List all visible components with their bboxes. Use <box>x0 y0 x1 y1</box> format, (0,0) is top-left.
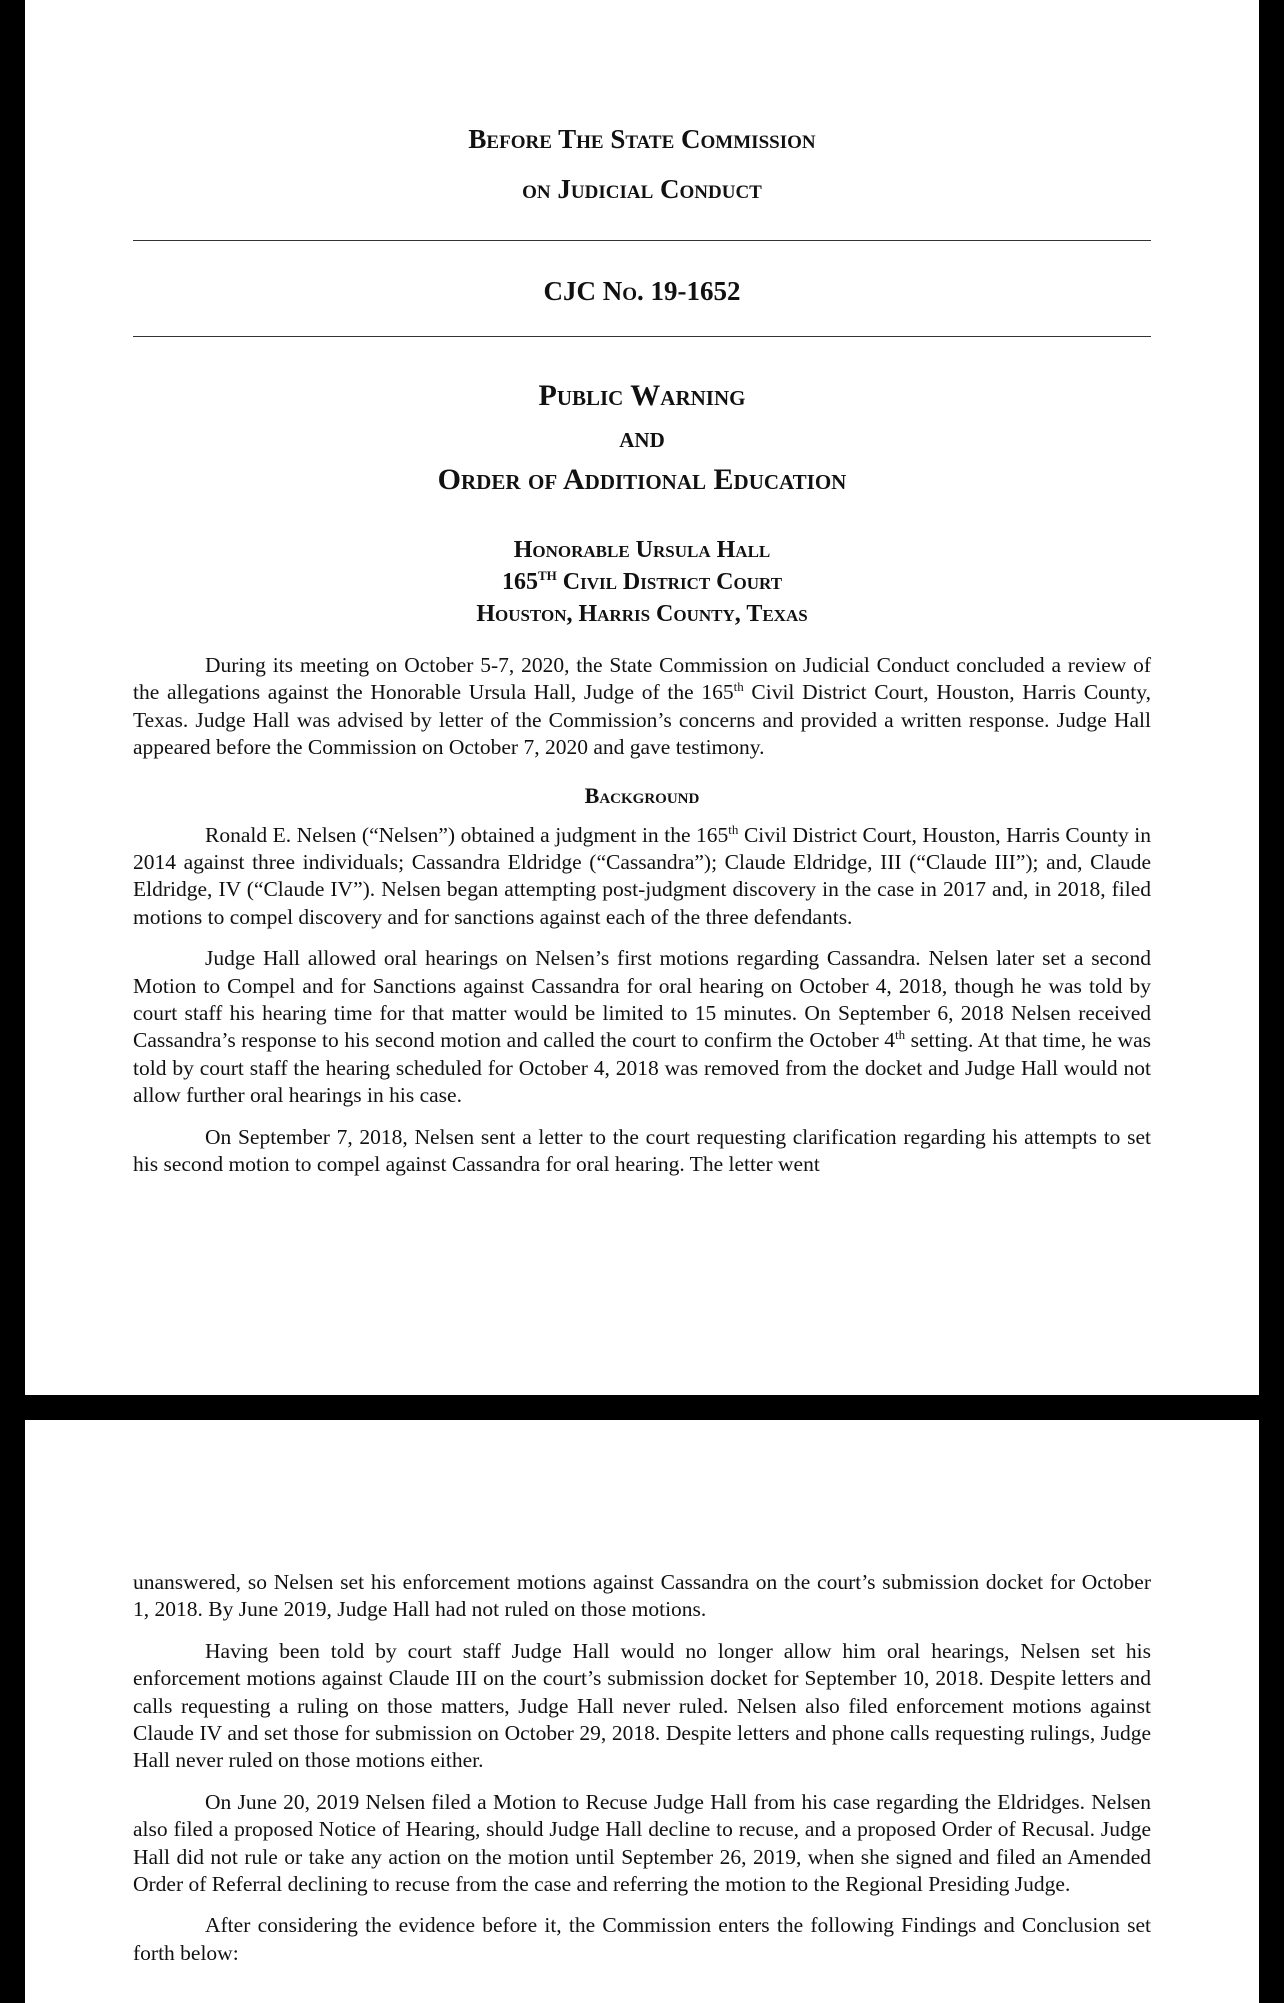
paragraph-motion-to-recuse: On June 20, 2019 Nelsen filed a Motion to Recuse Judge Hall from his case regarding the Eldridges. Nelsen also filed a proposed Notice of Hearing, should Judge Hall decline to recuse, and a proposed Order of Recusal. Judge Hall did not rule or take any action on the motion until September 26, 2019, when she signed and filed an Amended Order of Referral declining to recuse from the case and referring the motion to the Regional Presiding Judge. <box>133 1789 1151 1897</box>
background-paragraph-3: On September 7, 2018, Nelsen sent a letter to the court requesting clarification regarding his attempts to set his second motion to compel against Cassandra for oral hearing. The letter went <box>133 1124 1151 1177</box>
para2-text-2: setting. At that time, he was told by court staff the hearing scheduled for October 4, 2018 was removed from the docket and Judge Hall would not allow further oral hearings in his case. <box>133 1028 1151 1108</box>
judge-block <box>133 534 1151 630</box>
intro-sup: th <box>733 679 744 695</box>
intro-text-1: During its meeting on October 5-7, 2020, the State Commission on Judicial Conduct concluded a review of the allegations against the Honorable Ursula Hall, Judge of the 165 <box>133 653 1151 705</box>
divider-top <box>133 240 1151 241</box>
commission-header-line-1: Before The State Commission <box>468 124 816 154</box>
para1-text-1: Ronald E. Nelsen (“Nelsen”) obtained a judgment in the 165 <box>205 822 729 847</box>
page2-body <box>133 1569 1151 1967</box>
para2-sup: th <box>894 1027 906 1043</box>
document-page-1 <box>25 0 1259 1395</box>
background-heading: Background <box>584 782 700 808</box>
document-title <box>133 375 1151 501</box>
background-paragraph-1 <box>133 822 1151 932</box>
court-ordinal: TH <box>537 568 557 583</box>
judge-name: Honorable Ursula Hall <box>513 537 771 563</box>
court-number: 165 <box>501 569 538 595</box>
paragraph-claude-motions: Having been told by court staff Judge Hall would no longer allow him oral hearings, Nelsen set his enforcement motions against Claude III on the court’s submission docket for September 10, 2018. Despite letters and calls requesting a ruling on those matters, Judge Hall never ruled. Nelsen also filed enforcement motions against Claude IV and set those for submission on October 29, 2018. Despite letters and phone calls requesting rulings, Judge Hall never ruled on those motions either. <box>133 1638 1151 1773</box>
page1-body <box>133 652 1151 1179</box>
commission-header-line-2: on Judicial Conduct <box>522 174 762 204</box>
background-paragraph-2 <box>133 945 1151 1109</box>
divider-bottom <box>133 336 1151 337</box>
title-line-3: Order of Additional Education <box>437 463 847 496</box>
title-line-2: and <box>619 421 665 454</box>
paragraph-findings-intro: After considering the evidence before it, the Commission enters the following Findings and Conclusion set forth below: <box>133 1913 1151 1965</box>
court-name: Civil District Court <box>556 569 783 595</box>
case-number: CJC No. 19-1652 <box>543 276 741 306</box>
para1-text-2: Civil District Court, Houston, Harris County in 2014 against three individuals; Cassandra Eldridge (“Cassandra”); Claude Eldridge, III (“Claude III”); and, Claude Eldridge, IV (“Claude IV”). Nelsen began attempting post-judgment discovery in the case in 2017 and, in 2018, filed motions to compel discovery and for sanctions against each of the three defendants. <box>133 822 1152 929</box>
intro-text-2: Civil District Court, Houston, Harris County, Texas. Judge Hall was advised by letter of the Commission’s concerns and provided a written response. Judge Hall appeared before the Commission on October 7, 2020 and gave testimony. <box>133 680 1151 760</box>
intro-paragraph <box>133 652 1151 762</box>
para1-sup: th <box>728 821 739 837</box>
judge-location: Houston, Harris County, Texas <box>476 601 808 627</box>
commission-header <box>133 122 1151 206</box>
document-page-2 <box>25 1420 1259 2003</box>
continuation-paragraph: unanswered, so Nelsen set his enforcement motions against Cassandra on the court’s submission docket for October 1, 2018. By June 2019, Judge Hall had not ruled on those motions. <box>133 1570 1151 1622</box>
para2-text-1: Judge Hall allowed oral hearings on Nelsen’s first motions regarding Cassandra. Nelsen later set a second Motion to Compel and for Sanctions against Cassandra for oral hearing on October 4, 2018, though he was told by court staff his hearing time for that matter would be limited to 15 minutes. On September 6, 2018 Nelsen received Cassandra’s response to his second motion and called the court to confirm the October 4 <box>133 946 1151 1053</box>
judge-court <box>133 566 1151 598</box>
title-line-1: Public Warning <box>538 379 746 412</box>
